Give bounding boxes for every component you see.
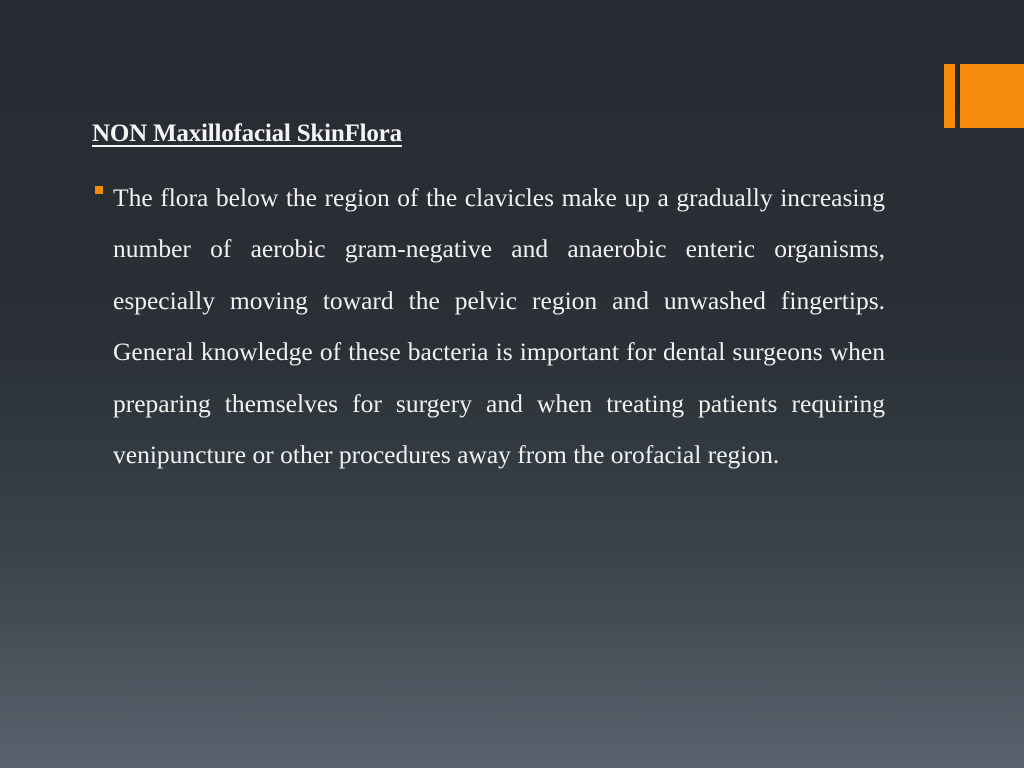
slide-title: NON Maxillofacial SkinFlora [92, 120, 402, 147]
bullet-text: The flora below the region of the clavicles make up a gradually increasing number of aerobic gram-negative and anaerobic enteric organisms, especially moving toward the pelvic region and unwashed fingertips. General knowledge of these bacteria is important for dental surgeons when preparing themselves for surgery and when treating patients requiring venipuncture or other procedures away from the orofacial region. [113, 183, 885, 470]
accent-bar-thick [960, 64, 1024, 128]
square-bullet-icon [95, 186, 103, 194]
accent-bar-thin [944, 64, 955, 128]
